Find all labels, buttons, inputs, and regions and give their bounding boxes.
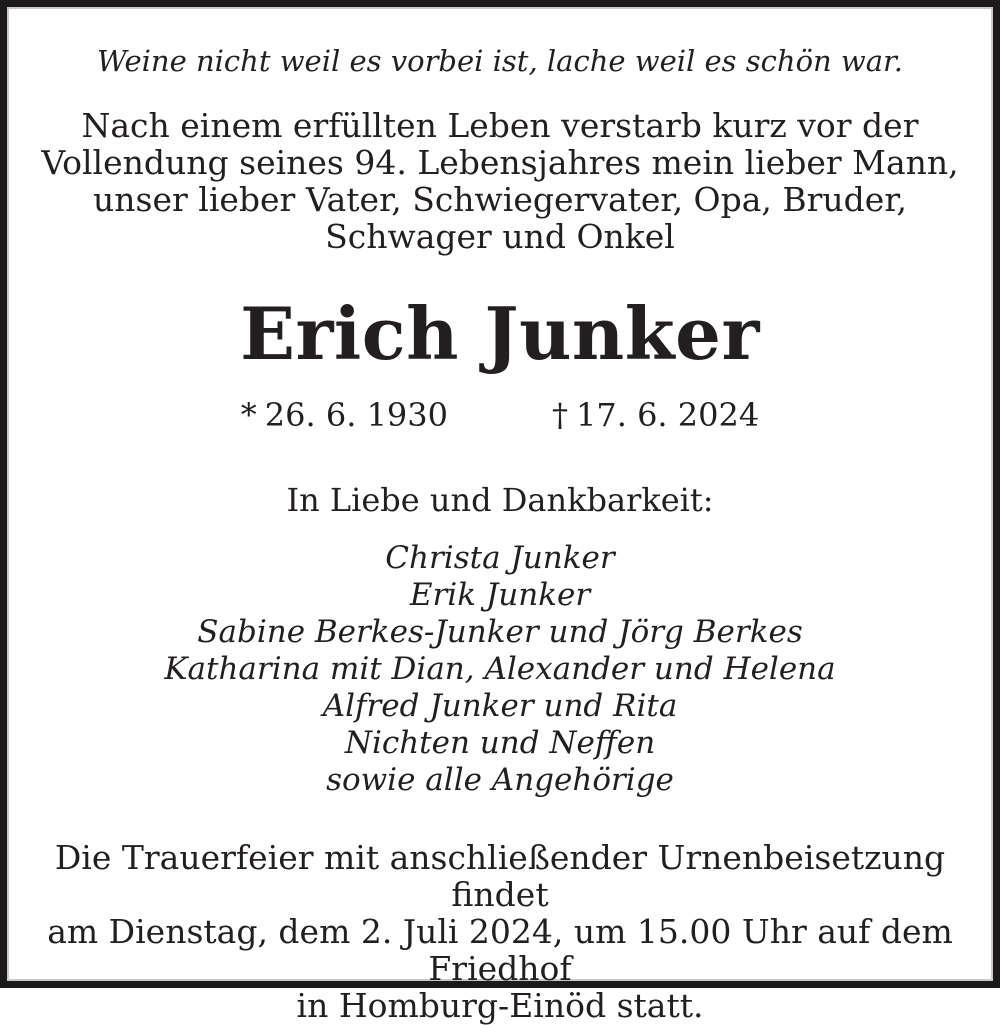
death-date xyxy=(552,397,759,434)
mourner-line: Alfred Junker und Rita xyxy=(322,688,678,724)
intro-line: Vollendung seines 94. Lebensjahres mein lieber Mann, xyxy=(41,143,959,182)
salutation-line: In Liebe und Dankbarkeit: xyxy=(286,481,714,519)
funeral-line: in Homburg-Einöd statt. xyxy=(296,986,704,1025)
died-cross-symbol: † xyxy=(552,396,568,434)
intro-line: unser lieber Vater, Schwiegervater, Opa, Bruder, xyxy=(93,180,907,219)
death-date-value: 17. 6. 2024 xyxy=(576,396,760,434)
intro-paragraph xyxy=(37,107,963,255)
mourner-line: Erik Junker xyxy=(409,577,591,613)
funeral-line: am Dienstag, dem 2. Juli 2024, um 15.00 Uhr auf dem Friedhof xyxy=(47,912,953,988)
deceased-name: Erich Junker xyxy=(240,291,760,376)
born-star-symbol: * xyxy=(240,396,257,434)
mourner-line: Christa Junker xyxy=(385,540,615,576)
intro-line: Nach einem erfüllten Leben verstarb kurz vor der xyxy=(81,106,919,145)
funeral-info-paragraph xyxy=(47,839,953,1024)
funeral-line: Die Trauerfeier mit anschließender Urnenbeisetzung findet xyxy=(54,838,946,914)
birth-date xyxy=(241,397,448,434)
mourner-line: Nichten und Neffen xyxy=(344,725,656,761)
intro-line: Schwager und Onkel xyxy=(325,217,675,256)
mourner-line: Katharina mit Dian, Alexander und Helena xyxy=(164,651,836,687)
mourner-line: sowie alle Angehörige xyxy=(326,762,674,798)
epigraph-quote: Weine nicht weil es vorbei ist, lache weil es schön war. xyxy=(97,44,903,78)
birth-date-value: 26. 6. 1930 xyxy=(264,396,448,434)
mourners-list xyxy=(7,540,993,799)
life-dates xyxy=(7,397,993,434)
mourner-line: Sabine Berkes-Junker und Jörg Berkes xyxy=(197,614,803,650)
